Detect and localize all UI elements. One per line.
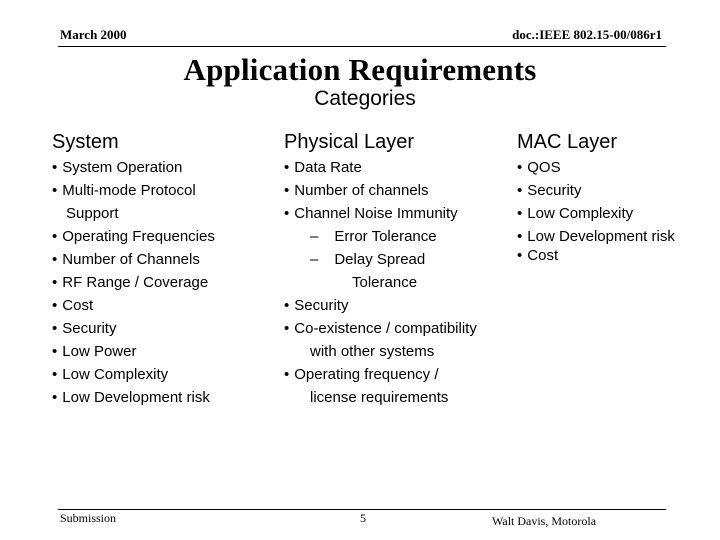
physical-subitem-text: – Delay Spread (310, 251, 425, 268)
mac-item: • Security (517, 179, 675, 202)
column-heading-mac-layer: MAC Layer (517, 131, 618, 153)
footer-author: Walt Davis, Motorola (492, 514, 597, 528)
physical-subitem (284, 248, 477, 271)
system-item: • Low Complexity (52, 363, 215, 386)
physical-subitem-text: – Error Tolerance (310, 228, 437, 245)
system-item: • Low Development risk (52, 386, 215, 409)
physical-item-continuation: with other systems (310, 343, 435, 360)
mac-item: • Low Complexity (517, 202, 675, 225)
system-item: • Security (52, 317, 215, 340)
physical-subitem (284, 225, 477, 248)
physical-item: • Operating frequency / (284, 363, 477, 386)
system-item: • Number of Channels (52, 248, 215, 271)
header-doc-id: doc.:IEEE 802.15-00/086r1 (512, 27, 662, 42)
column-heading-system: System (52, 131, 119, 153)
physical-item-continuation: license requirements (310, 389, 449, 406)
mac-layer-list (517, 156, 675, 267)
physical-subitem-continuation: Tolerance (352, 274, 418, 291)
physical-item: • Channel Noise Immunity (284, 202, 477, 225)
physical-item: • Data Rate (284, 156, 477, 179)
physical-item: • Co-existence / compatibility (284, 317, 477, 340)
footer-submission: Submission (60, 511, 117, 525)
slide-subtitle: Categories (314, 87, 416, 110)
mac-item: • Low Development risk (517, 225, 675, 244)
header-date: March 2000 (60, 27, 127, 42)
system-item: • Cost (52, 294, 215, 317)
mac-item: • QOS (517, 156, 675, 179)
footer-rule (58, 509, 666, 510)
mac-item: • Cost (517, 244, 675, 267)
system-item-continuation: Support (66, 205, 119, 222)
physical-layer-list (284, 156, 477, 409)
column-heading-physical-layer: Physical Layer (284, 131, 415, 153)
system-item: • Operating Frequencies (52, 225, 215, 248)
system-item: • System Operation (52, 156, 215, 179)
system-item: • Multi-mode Protocol (52, 179, 215, 202)
footer-page-number: 5 (360, 511, 366, 525)
header-rule (58, 46, 666, 47)
system-list (52, 156, 215, 409)
system-item: • RF Range / Coverage (52, 271, 215, 294)
system-item: • Low Power (52, 340, 215, 363)
physical-item: • Security (284, 294, 477, 317)
slide-title: Application Requirements (183, 52, 537, 87)
physical-item: • Number of channels (284, 179, 477, 202)
